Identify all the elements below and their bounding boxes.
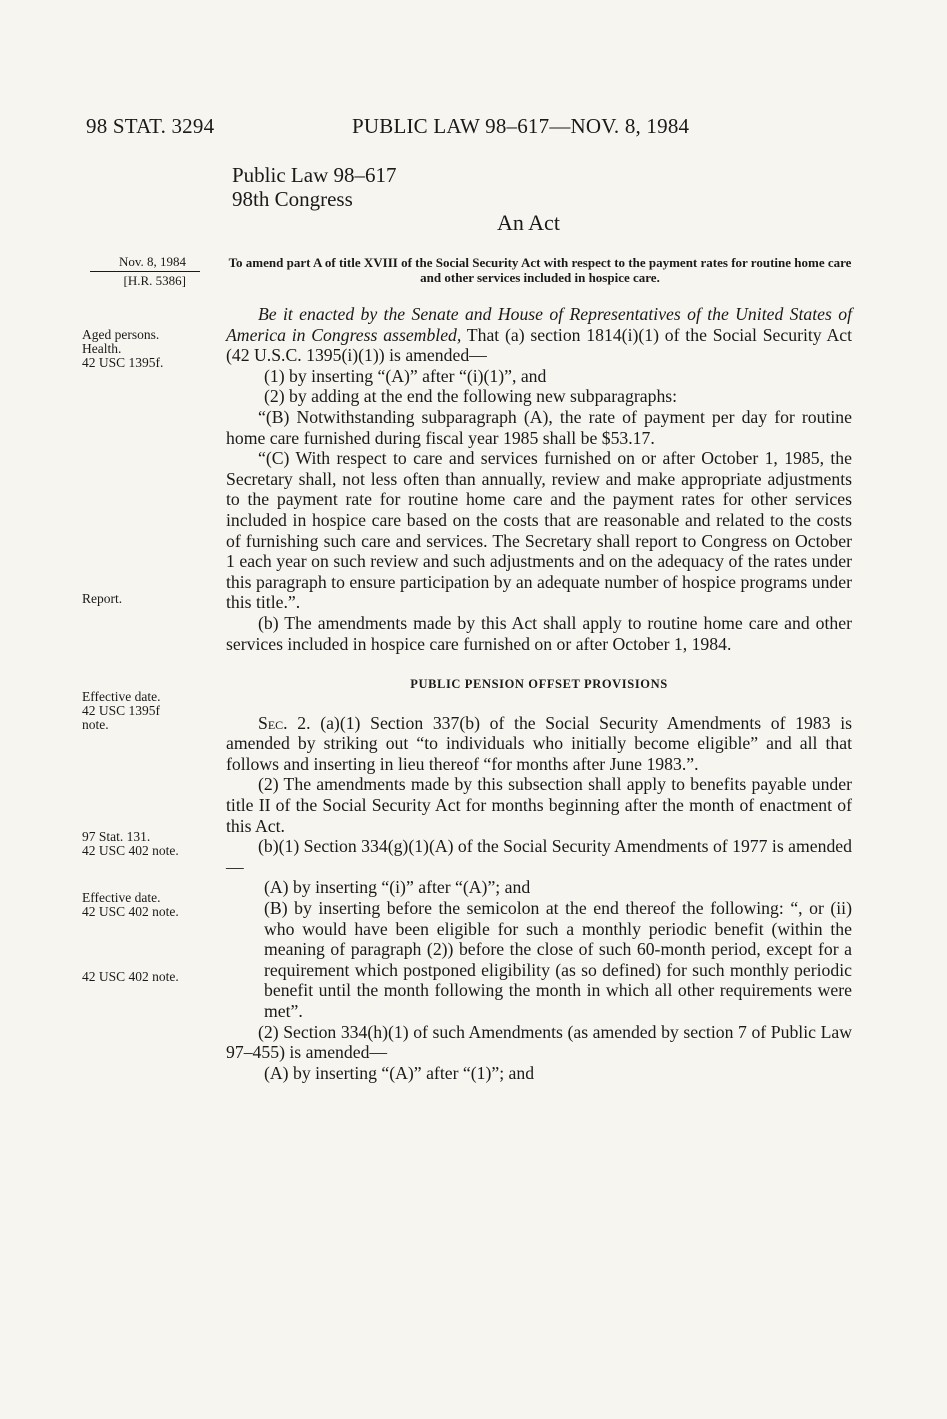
act-purpose: To amend part A of title XVIII of the Social Security Act with respect to the payment rates for routine home care and other services included in hospice care. — [228, 255, 852, 285]
margin-eff-label: Effective date. — [82, 689, 161, 704]
sec2-b2: (2) Section 334(h)(1) of such Amendments (as amended by section 7 of Public Law 97–455) is amended— — [226, 1021, 852, 1063]
margin-health: Health. — [82, 341, 122, 356]
margin-aged: Aged persons. — [82, 327, 160, 342]
enacting-clause — [226, 304, 852, 366]
margin-eff2-label: Effective date. — [82, 890, 161, 905]
enactment-date-box — [90, 253, 200, 290]
congress: 98th Congress — [232, 187, 353, 211]
margin-note-aged — [82, 328, 222, 370]
page-reference: 98 STAT. 3294 — [86, 114, 215, 138]
sec2-b1: (b)(1) Section 334(g)(1)(A) of the Social Security Amendments of 1977 is amended— — [226, 836, 852, 877]
item-2: (2) by adding at the end the following new subparagraphs: — [264, 386, 678, 407]
body-text — [226, 304, 852, 1083]
an-act-label: An Act — [497, 210, 560, 235]
margin-usc-402-a: 42 USC 402 note. — [82, 843, 179, 858]
enacting-rest: That (a) section 1814(i)(1) of the Social Security Act (42 U.S.C. 1395(i)(1)) is amended— — [226, 324, 852, 366]
sec2-a1 — [226, 713, 852, 775]
sec2-b1-A: (A) by inserting “(i)” after “(A)”; and — [264, 877, 531, 898]
sec2-label: Sec. 2. — [258, 712, 311, 733]
margin-usc-402-b: 42 USC 402 note. — [82, 904, 179, 919]
margin-stat-131: 97 Stat. 131. — [82, 829, 151, 844]
margin-note-effective — [82, 690, 222, 732]
item-1: (1) by inserting “(A)” after “(i)(1)”, and — [264, 365, 547, 386]
bill-number: [H.R. 5386] — [123, 273, 186, 288]
sec2-a1-text: (a)(1) Section 337(b) of the Social Security Amendments of 1983 is amended by striking out “to individuals who initially become eligible” and all that follows and inserting in lieu thereof “for months after June 1983.”. — [226, 712, 853, 774]
enacting-italic: Be it enacted by the Senate and House of Representatives of the United States of America in Congress assembled, — [226, 304, 852, 345]
para-c-upper: “(C) With respect to care and services furnished on or after October 1, 1985, the Secretary shall, not less often than annually, review and make appropriate adjustments to the payment rate for routine home care and the payment rates for other services included in hospice care based on the costs that are reasonable and related to the costs of furnishing such care and services. The Secretary shall report to Congress on October 1 each year on such review and such adjustments and on the adequacy of the rates under this paragraph to ensure participation by an adequate number of hospice programs under this title.”. — [226, 448, 852, 613]
margin-note-usc-402-c: 42 USC 402 note. — [82, 969, 179, 984]
para-b-lower: (b) The amendments made by this Act shall apply to routine home care and other services included in hospice care furnished on or after October 1, 1984. — [226, 612, 852, 654]
sec2-b1-B: (B) by inserting before the semicolon at the end thereof the following: “, or (ii) who would have been eligible for such a monthly periodic benefit (within the meaning of paragraph (2)) before the close of such 60-month period, except for a requirement which postponed eligibility (as so defined) for such monthly periodic benefit until the month following the month in which all other requirements were met”. — [264, 898, 852, 1021]
margin-eff-usc: 42 USC 1395f — [82, 703, 161, 718]
margin-note-stat — [82, 830, 222, 858]
title-block — [232, 163, 396, 211]
margin-eff-note: note. — [82, 717, 109, 732]
section-heading: PUBLIC PENSION OFFSET PROVISIONS — [410, 677, 668, 692]
margin-usc-1395f: 42 USC 1395f. — [82, 355, 164, 370]
law-number: Public Law 98–617 — [232, 163, 397, 187]
para-b-upper: “(B) Notwithstanding subparagraph (A), the rate of payment per day for routine home care furnished during fiscal year 1985 shall be $53.17. — [226, 406, 852, 448]
running-title: PUBLIC LAW 98–617—NOV. 8, 1984 — [352, 114, 690, 138]
margin-note-effective-2 — [82, 891, 222, 919]
enactment-date: Nov. 8, 1984 — [90, 253, 200, 272]
sec2-b2-A: (A) by inserting “(A)” after “(1)”; and — [264, 1062, 535, 1083]
margin-note-report: Report. — [82, 591, 123, 606]
sec2-a2: (2) The amendments made by this subsection shall apply to benefits payable under title II of the Social Security Act for months beginning after the month of enactment of this Act. — [226, 774, 852, 836]
